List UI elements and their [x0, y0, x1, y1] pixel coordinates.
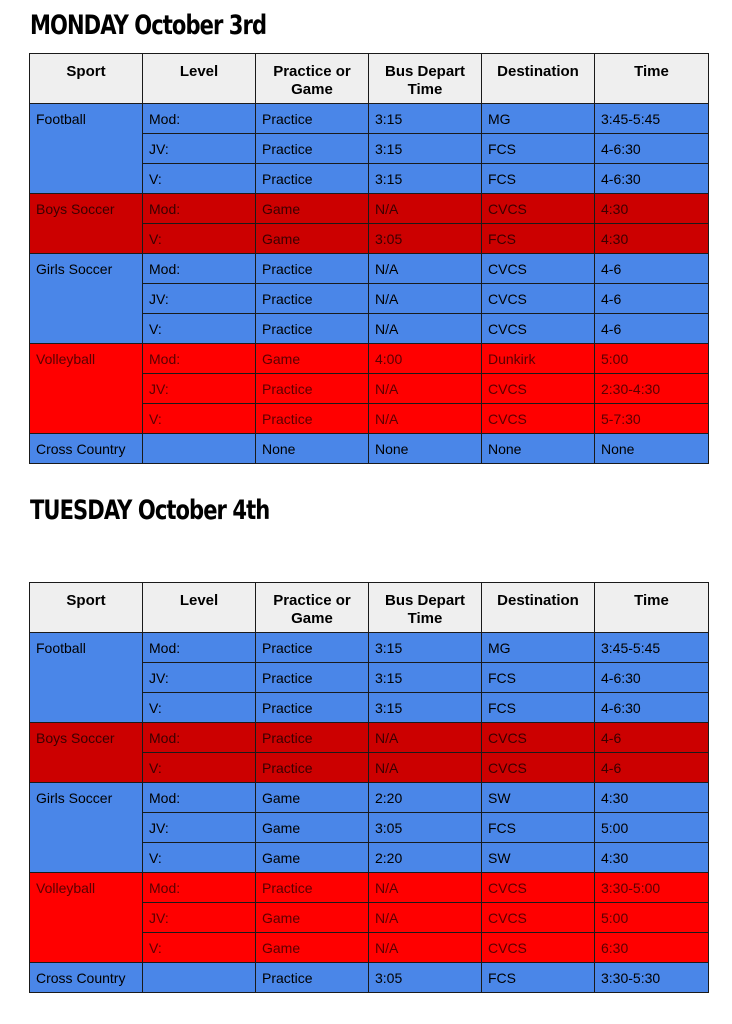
table-row	[30, 434, 709, 464]
destination-cell: SW	[482, 843, 595, 873]
time-cell: 4-6:30	[595, 663, 709, 693]
bus-depart-cell: 3:15	[369, 104, 482, 134]
bus-depart-cell: 3:15	[369, 164, 482, 194]
time-cell: 4-6	[595, 753, 709, 783]
level-cell: Mod:	[143, 783, 256, 813]
time-cell: 5:00	[595, 344, 709, 374]
bus-depart-cell: N/A	[369, 404, 482, 434]
time-cell: 4-6:30	[595, 134, 709, 164]
time-cell: 4-6	[595, 723, 709, 753]
table-header-row	[30, 583, 709, 633]
destination-cell: CVCS	[482, 753, 595, 783]
type-cell: Practice	[256, 963, 369, 993]
bus-depart-cell: N/A	[369, 903, 482, 933]
destination-cell: FCS	[482, 164, 595, 194]
destination-cell: CVCS	[482, 194, 595, 224]
bus-depart-cell: 2:20	[369, 843, 482, 873]
destination-cell: FCS	[482, 134, 595, 164]
header-sport: Sport	[30, 583, 143, 633]
bus-depart-cell: N/A	[369, 314, 482, 344]
bus-depart-cell: None	[369, 434, 482, 464]
type-cell: Game	[256, 933, 369, 963]
header-sport: Sport	[30, 54, 143, 104]
level-cell: Mod:	[143, 723, 256, 753]
type-cell: Game	[256, 224, 369, 254]
destination-cell: CVCS	[482, 933, 595, 963]
type-cell: Practice	[256, 873, 369, 903]
type-cell: Game	[256, 903, 369, 933]
level-cell: JV:	[143, 134, 256, 164]
table-row	[30, 723, 709, 753]
header-destination: Destination	[482, 583, 595, 633]
type-cell: Practice	[256, 633, 369, 663]
time-cell: 4-6	[595, 254, 709, 284]
level-cell	[143, 434, 256, 464]
header-time: Time	[595, 54, 709, 104]
time-cell: 5:00	[595, 813, 709, 843]
bus-depart-cell: N/A	[369, 933, 482, 963]
type-cell: Game	[256, 843, 369, 873]
destination-cell: Dunkirk	[482, 344, 595, 374]
header-practice-or-game: Practice or Game	[256, 583, 369, 633]
destination-cell: SW	[482, 783, 595, 813]
level-cell: JV:	[143, 284, 256, 314]
level-cell: V:	[143, 753, 256, 783]
destination-cell: CVCS	[482, 873, 595, 903]
time-cell: 5-7:30	[595, 404, 709, 434]
time-cell: 4:30	[595, 224, 709, 254]
type-cell: None	[256, 434, 369, 464]
header-level: Level	[143, 583, 256, 633]
bus-depart-cell: N/A	[369, 194, 482, 224]
destination-cell: None	[482, 434, 595, 464]
type-cell: Game	[256, 344, 369, 374]
day-title-tuesday: TUESDAY October 4th	[30, 495, 270, 526]
bus-depart-cell: N/A	[369, 873, 482, 903]
level-cell: Mod:	[143, 104, 256, 134]
bus-depart-cell: 3:05	[369, 813, 482, 843]
sport-cell: Football	[30, 633, 143, 723]
table-row	[30, 783, 709, 813]
type-cell: Practice	[256, 164, 369, 194]
level-cell: JV:	[143, 374, 256, 404]
type-cell: Game	[256, 813, 369, 843]
bus-depart-cell: N/A	[369, 723, 482, 753]
day-title-monday: MONDAY October 3rd	[30, 10, 267, 41]
sport-cell: Cross Country	[30, 963, 143, 993]
bus-depart-cell: N/A	[369, 753, 482, 783]
bus-depart-cell: 3:15	[369, 633, 482, 663]
type-cell: Practice	[256, 374, 369, 404]
type-cell: Practice	[256, 693, 369, 723]
level-cell: Mod:	[143, 633, 256, 663]
type-cell: Practice	[256, 134, 369, 164]
sport-cell: Volleyball	[30, 344, 143, 434]
destination-cell: FCS	[482, 693, 595, 723]
header-bus-depart-time: Bus Depart Time	[369, 54, 482, 104]
destination-cell: CVCS	[482, 723, 595, 753]
destination-cell: MG	[482, 104, 595, 134]
sport-cell: Volleyball	[30, 873, 143, 963]
sport-cell: Cross Country	[30, 434, 143, 464]
header-practice-or-game: Practice or Game	[256, 54, 369, 104]
time-cell: 4-6:30	[595, 693, 709, 723]
type-cell: Game	[256, 783, 369, 813]
time-cell: 3:45-5:45	[595, 104, 709, 134]
level-cell: Mod:	[143, 873, 256, 903]
type-cell: Practice	[256, 254, 369, 284]
level-cell: JV:	[143, 903, 256, 933]
destination-cell: FCS	[482, 663, 595, 693]
bus-depart-cell: 3:15	[369, 693, 482, 723]
time-cell: None	[595, 434, 709, 464]
bus-depart-cell: 3:15	[369, 134, 482, 164]
bus-depart-cell: N/A	[369, 284, 482, 314]
time-cell: 4:30	[595, 783, 709, 813]
time-cell: 3:45-5:45	[595, 633, 709, 663]
table-header-row	[30, 54, 709, 104]
level-cell: V:	[143, 314, 256, 344]
time-cell: 4-6:30	[595, 164, 709, 194]
sport-cell: Girls Soccer	[30, 783, 143, 873]
time-cell: 6:30	[595, 933, 709, 963]
type-cell: Game	[256, 194, 369, 224]
table-row	[30, 344, 709, 374]
type-cell: Practice	[256, 723, 369, 753]
bus-depart-cell: 3:05	[369, 963, 482, 993]
schedule-table-monday	[29, 53, 709, 464]
destination-cell: CVCS	[482, 314, 595, 344]
bus-depart-cell: 3:15	[369, 663, 482, 693]
type-cell: Practice	[256, 284, 369, 314]
bus-depart-cell: N/A	[369, 374, 482, 404]
level-cell: V:	[143, 404, 256, 434]
bus-depart-cell: 3:05	[369, 224, 482, 254]
table-row	[30, 963, 709, 993]
schedule-table-tuesday	[29, 582, 709, 993]
sport-cell: Football	[30, 104, 143, 194]
destination-cell: FCS	[482, 224, 595, 254]
time-cell: 4-6	[595, 314, 709, 344]
header-time: Time	[595, 583, 709, 633]
time-cell: 4:30	[595, 194, 709, 224]
table-row	[30, 104, 709, 134]
header-bus-depart-time: Bus Depart Time	[369, 583, 482, 633]
level-cell: Mod:	[143, 254, 256, 284]
destination-cell: FCS	[482, 963, 595, 993]
level-cell: JV:	[143, 813, 256, 843]
header-destination: Destination	[482, 54, 595, 104]
sport-cell: Boys Soccer	[30, 723, 143, 783]
level-cell: V:	[143, 224, 256, 254]
level-cell: V:	[143, 164, 256, 194]
table-row	[30, 873, 709, 903]
table-row	[30, 254, 709, 284]
time-cell: 4-6	[595, 284, 709, 314]
level-cell: V:	[143, 843, 256, 873]
time-cell: 5:00	[595, 903, 709, 933]
time-cell: 2:30-4:30	[595, 374, 709, 404]
type-cell: Practice	[256, 404, 369, 434]
destination-cell: FCS	[482, 813, 595, 843]
destination-cell: CVCS	[482, 903, 595, 933]
type-cell: Practice	[256, 314, 369, 344]
destination-cell: CVCS	[482, 404, 595, 434]
destination-cell: CVCS	[482, 374, 595, 404]
level-cell: Mod:	[143, 344, 256, 374]
table-row	[30, 194, 709, 224]
level-cell: V:	[143, 933, 256, 963]
sport-cell: Girls Soccer	[30, 254, 143, 344]
type-cell: Practice	[256, 104, 369, 134]
header-level: Level	[143, 54, 256, 104]
bus-depart-cell: 4:00	[369, 344, 482, 374]
time-cell: 4:30	[595, 843, 709, 873]
sport-cell: Boys Soccer	[30, 194, 143, 254]
bus-depart-cell: 2:20	[369, 783, 482, 813]
time-cell: 3:30-5:30	[595, 963, 709, 993]
type-cell: Practice	[256, 663, 369, 693]
type-cell: Practice	[256, 753, 369, 783]
level-cell: V:	[143, 693, 256, 723]
destination-cell: CVCS	[482, 284, 595, 314]
destination-cell: CVCS	[482, 254, 595, 284]
time-cell: 3:30-5:00	[595, 873, 709, 903]
table-row	[30, 633, 709, 663]
level-cell: JV:	[143, 663, 256, 693]
destination-cell: MG	[482, 633, 595, 663]
level-cell	[143, 963, 256, 993]
bus-depart-cell: N/A	[369, 254, 482, 284]
level-cell: Mod:	[143, 194, 256, 224]
